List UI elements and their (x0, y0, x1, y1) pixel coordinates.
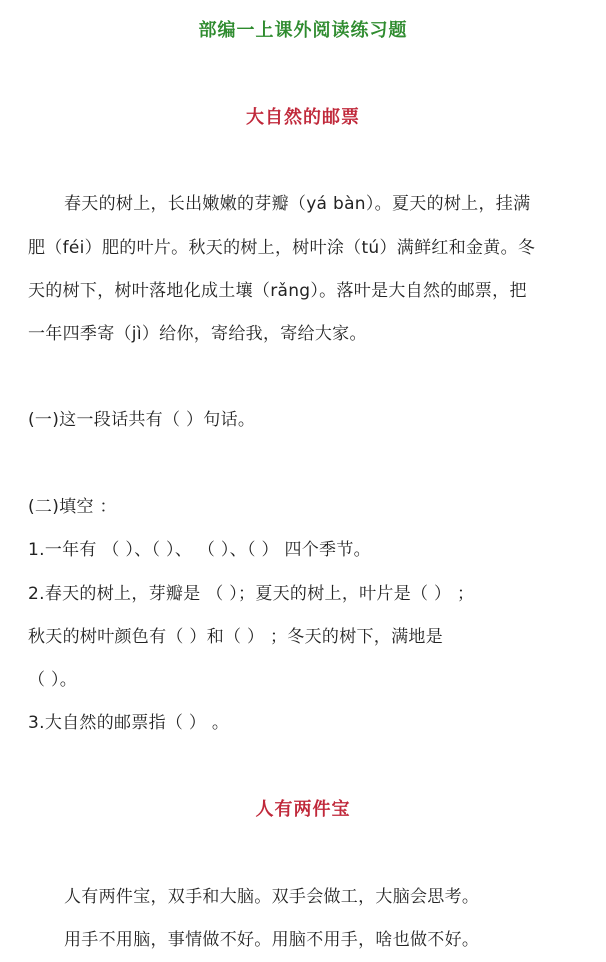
paragraph-line-2: 肥（féi）肥的叶片。秋天的树上，树叶涂（tú）满鲜红和金黄。冬 (28, 238, 536, 258)
fill-blank-line-5: 3.大自然的邮票指（ ） 。 (28, 713, 230, 733)
article-title-two-treasures: 人有两件宝 (255, 799, 351, 820)
poem-line-2: 用手不用脑，事情做不好。用脑不用手，啥也做不好。 (64, 930, 480, 950)
paragraph-line-4: 一年四季寄（jì）给你，寄给我，寄给大家。 (28, 324, 367, 344)
fill-blank-line-2: 2.春天的树上，芽瓣是 （ ）；夏天的树上，叶片是（ ） ； (28, 584, 475, 604)
paragraph-line-1: 春天的树上，长出嫩嫩的芽瓣（yá bàn）。夏天的树上，挂满 (64, 194, 531, 214)
paragraph-line-3: 天的树下，树叶落地化成土壤（rǎng）。落叶是大自然的邮票，把 (28, 281, 527, 301)
fill-blank-line-4: （ ）。 (28, 670, 78, 690)
poem-line-1: 人有两件宝，双手和大脑。双手会做工，大脑会思考。 (64, 887, 480, 907)
fill-blank-line-1: 1.一年有 （ ）、（ ）、 （ ）、（ ） 四个季节。 (28, 540, 371, 560)
question-1: (一)这一段话共有（ ）句话。 (28, 410, 256, 430)
page-title: 部编一上课外阅读练习题 (198, 20, 408, 41)
fill-blank-line-3: 秋天的树叶颜色有（ ）和（ ） ；冬天的树下，满地是 (28, 627, 444, 647)
question-2-heading: (二)填空 ： (28, 497, 117, 517)
article-title-nature-stamps: 大自然的邮票 (246, 107, 360, 128)
